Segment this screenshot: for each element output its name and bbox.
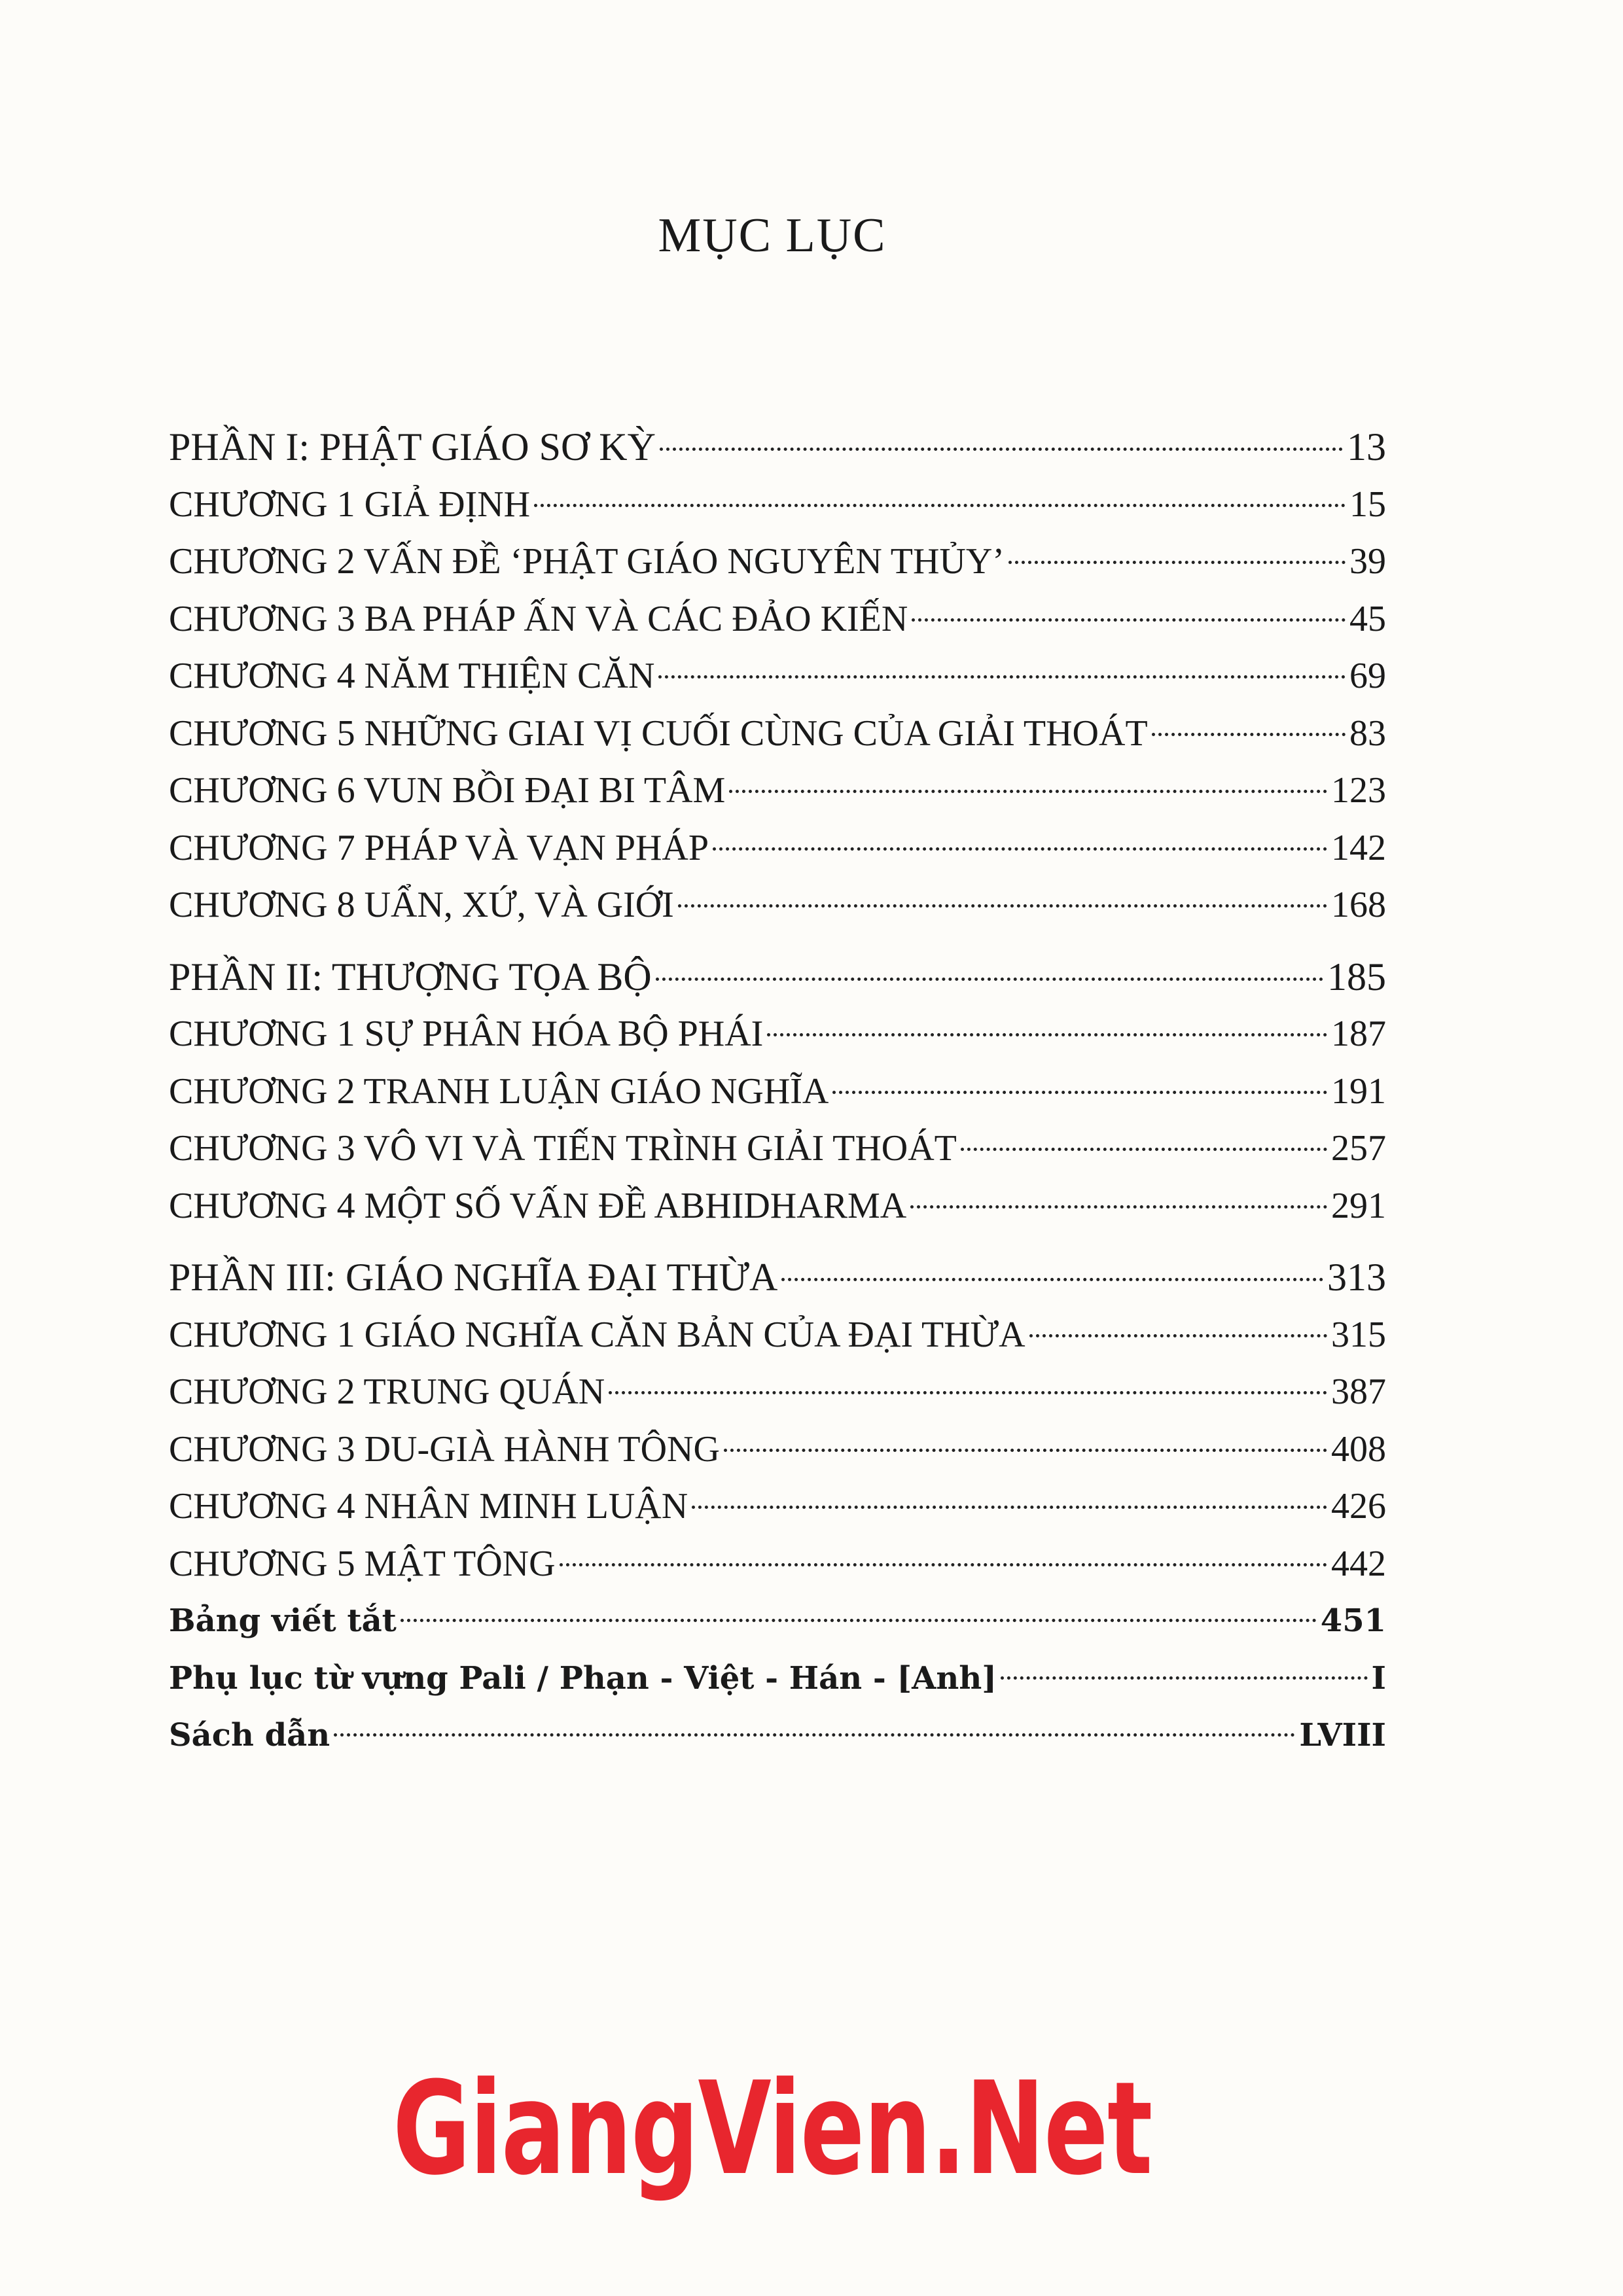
toc-entry-page-number: 387 xyxy=(1331,1371,1386,1412)
toc-entry-page-number: 69 xyxy=(1349,656,1386,696)
toc-entry-back xyxy=(169,1593,1386,1650)
dot-leader xyxy=(724,1449,1327,1452)
toc-entry-page-number: 142 xyxy=(1331,827,1386,868)
toc-entry-page-number: 185 xyxy=(1327,955,1386,998)
toc-entry-label: CHƯƠNG 3 DU-GIÀ HÀNH TÔNG xyxy=(169,1428,720,1470)
toc-entry-part xyxy=(169,419,1386,476)
dot-leader xyxy=(1029,1334,1327,1337)
toc-entry-label: CHƯƠNG 2 TRUNG QUÁN xyxy=(169,1371,605,1412)
dot-leader xyxy=(658,675,1346,679)
table-of-contents xyxy=(169,419,1386,1765)
toc-entry-label: Phụ lục từ vựng Pali / Phạn - Việt - Hán - [Anh] xyxy=(169,1659,997,1697)
dot-leader xyxy=(1152,733,1346,736)
dot-leader xyxy=(401,1619,1317,1622)
toc-entry-label: PHẦN II: THƯỢNG TỌA BỘ xyxy=(169,955,652,998)
toc-entry-page-number: 83 xyxy=(1349,713,1386,754)
toc-entry-chapter xyxy=(169,1364,1386,1421)
dot-leader xyxy=(713,847,1327,851)
toc-entry-page-number: 451 xyxy=(1320,1602,1386,1639)
toc-entry-label: CHƯƠNG 4 NĂM THIỆN CĂN xyxy=(169,656,655,696)
toc-entry-chapter xyxy=(169,1536,1386,1593)
dot-leader xyxy=(560,1563,1327,1566)
toc-entry-page-number: 291 xyxy=(1331,1185,1386,1226)
toc-entry-label: CHƯƠNG 4 MỘT SỐ VẤN ĐỀ ABHIDHARMA xyxy=(169,1185,907,1226)
toc-entry-label: PHẦN III: GIÁO NGHĨA ĐẠI THỪA xyxy=(169,1256,778,1299)
dot-leader xyxy=(912,618,1346,622)
toc-entry-label: CHƯƠNG 6 VUN BỒI ĐẠI BI TÂM xyxy=(169,770,726,811)
toc-entry-chapter xyxy=(169,1421,1386,1479)
dot-leader xyxy=(656,978,1323,981)
toc-entry-page-number: 257 xyxy=(1331,1128,1386,1169)
toc-entry-page-number: 442 xyxy=(1331,1543,1386,1584)
toc-entry-page-number: 45 xyxy=(1349,598,1386,639)
toc-entry-page-number: 39 xyxy=(1349,541,1386,582)
toc-entry-page-number: 13 xyxy=(1347,425,1386,468)
dot-leader xyxy=(534,504,1346,507)
toc-entry-chapter xyxy=(169,877,1386,934)
toc-entry-label: CHƯƠNG 1 GIÁO NGHĨA CĂN BẢN CỦA ĐẠI THỪA xyxy=(169,1314,1026,1355)
toc-entry-chapter xyxy=(169,1063,1386,1121)
toc-entry-page-number: I xyxy=(1371,1659,1386,1697)
toc-entry-page-number: 123 xyxy=(1331,770,1386,811)
dot-leader xyxy=(692,1506,1327,1509)
toc-entry-label: CHƯƠNG 2 VẤN ĐỀ ‘PHẬT GIÁO NGUYÊN THỦY’ xyxy=(169,541,1005,582)
toc-entry-page-number: LVIII xyxy=(1299,1717,1386,1754)
toc-entry-chapter xyxy=(169,1006,1386,1063)
toc-entry-back xyxy=(169,1707,1386,1765)
toc-entry-chapter xyxy=(169,762,1386,820)
toc-entry-part xyxy=(169,949,1386,1006)
toc-entry-chapter xyxy=(169,705,1386,763)
dot-leader xyxy=(729,790,1327,793)
dot-leader xyxy=(781,1278,1323,1281)
toc-entry-chapter xyxy=(169,591,1386,648)
toc-entry-page-number: 191 xyxy=(1331,1070,1386,1112)
toc-entry-label: PHẦN I: PHẬT GIÁO SƠ KỲ xyxy=(169,425,656,468)
dot-leader xyxy=(1008,561,1346,564)
toc-entry-page-number: 315 xyxy=(1331,1314,1386,1355)
toc-entry-label: Sách dẫn xyxy=(169,1717,330,1754)
toc-entry-label: CHƯƠNG 3 VÔ VI VÀ TIẾN TRÌNH GIẢI THOÁT xyxy=(169,1128,957,1169)
toc-entry-chapter xyxy=(169,533,1386,591)
dot-leader xyxy=(767,1033,1327,1036)
toc-entry-label: CHƯƠNG 7 PHÁP VÀ VẠN PHÁP xyxy=(169,827,709,868)
toc-entry-back xyxy=(169,1650,1386,1708)
toc-entry-label: CHƯƠNG 8 UẨN, XỨ, VÀ GIỚI xyxy=(169,885,674,925)
dot-leader xyxy=(961,1148,1327,1151)
dot-leader xyxy=(660,448,1343,451)
dot-leader xyxy=(609,1391,1327,1394)
toc-entry-part xyxy=(169,1249,1386,1307)
toc-entry-page-number: 187 xyxy=(1331,1014,1386,1054)
dot-leader xyxy=(910,1205,1327,1209)
toc-entry-page-number: 408 xyxy=(1331,1428,1386,1470)
toc-entry-label: CHƯƠNG 2 TRANH LUẬN GIÁO NGHĨA xyxy=(169,1070,829,1112)
toc-entry-chapter xyxy=(169,1178,1386,1235)
dot-leader xyxy=(832,1091,1327,1094)
toc-entry-chapter xyxy=(169,476,1386,534)
page-title: MỤC LỤC xyxy=(658,209,887,262)
dot-leader xyxy=(1001,1676,1368,1680)
toc-entry-chapter xyxy=(169,1307,1386,1364)
toc-entry-label: CHƯƠNG 5 NHỮNG GIAI VỊ CUỐI CÙNG CỦA GIẢI THOÁT xyxy=(169,713,1148,754)
toc-entry-label: CHƯƠNG 5 MẬT TÔNG xyxy=(169,1543,556,1584)
toc-entry-chapter xyxy=(169,820,1386,877)
toc-entry-label: CHƯƠNG 1 SỰ PHÂN HÓA BỘ PHÁI xyxy=(169,1014,764,1054)
toc-entry-chapter xyxy=(169,1478,1386,1536)
toc-entry-label: CHƯƠNG 4 NHÂN MINH LUẬN xyxy=(169,1486,688,1527)
toc-entry-page-number: 313 xyxy=(1327,1256,1386,1299)
toc-entry-page-number: 168 xyxy=(1331,885,1386,925)
dot-leader xyxy=(334,1733,1295,1737)
toc-entry-page-number: 15 xyxy=(1349,484,1386,525)
toc-entry-page-number: 426 xyxy=(1331,1486,1386,1527)
dot-leader xyxy=(678,904,1327,908)
toc-entry-chapter xyxy=(169,1120,1386,1178)
toc-entry-label: CHƯƠNG 3 BA PHÁP ẤN VÀ CÁC ĐẢO KIẾN xyxy=(169,598,908,639)
watermark-logo: GiangVien.Net xyxy=(393,2055,1152,2204)
toc-entry-chapter xyxy=(169,648,1386,705)
toc-entry-label: Bảng viết tắt xyxy=(169,1602,397,1639)
toc-entry-label: CHƯƠNG 1 GIẢ ĐỊNH xyxy=(169,484,531,525)
